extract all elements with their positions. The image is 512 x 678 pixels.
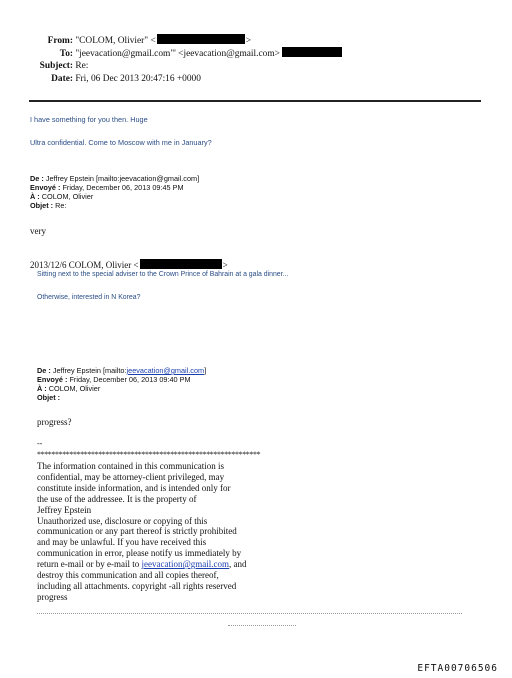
from-value: "COLOM, Olivier" < bbox=[75, 36, 156, 46]
quote1-a-value: COLOM, Olivier bbox=[41, 192, 94, 201]
quote1-objet-value: Re: bbox=[55, 201, 67, 210]
dotted-separator bbox=[37, 613, 462, 614]
quote3-objet-label: Objet : bbox=[37, 393, 61, 402]
disclaimer-text: , and bbox=[228, 559, 247, 570]
to-value: "jeevacation@gmail.com"' <jeevacation@gmail.com> bbox=[75, 49, 280, 59]
reply-line-1: I have something for you then. Huge bbox=[30, 115, 148, 124]
document-id: EFTA00706506 bbox=[417, 663, 498, 674]
quote3-header bbox=[37, 366, 206, 402]
to-label: To: bbox=[59, 49, 73, 59]
quote1-de-value: Jeffrey Epstein [mailto:jeevacation@gmail.com] bbox=[45, 174, 200, 183]
subject-label: Subject: bbox=[39, 61, 73, 71]
quote1-envoye-value: Friday, December 06, 2013 09:45 PM bbox=[62, 183, 184, 192]
redaction-box bbox=[140, 259, 222, 269]
quote3-a-value: COLOM, Olivier bbox=[48, 384, 101, 393]
disclaimer-line: and may be unlawful. If you have received this bbox=[37, 537, 207, 548]
subject-value: Re: bbox=[75, 61, 89, 71]
disclaimer-line: destroy this communication and all copies thereof, bbox=[37, 570, 219, 581]
quote3-de-prefix: Jeffrey Epstein [mailto: bbox=[52, 366, 127, 375]
quote2-attribution bbox=[30, 259, 228, 270]
quote3-body: progress? bbox=[37, 417, 72, 427]
disclaimer-line: constitute inside information, and is intended only for bbox=[37, 482, 231, 493]
disclaimer-block bbox=[37, 461, 246, 603]
redaction-box bbox=[282, 47, 342, 57]
quote2-attribution-text: 2013/12/6 COLOM, Olivier < bbox=[30, 260, 139, 270]
from-close: > bbox=[245, 36, 252, 46]
quote1-header bbox=[30, 174, 199, 210]
from-row bbox=[30, 34, 251, 47]
date-row bbox=[30, 73, 201, 85]
quote2-attribution-close: > bbox=[222, 260, 228, 270]
quote3-de-email-link[interactable]: jeevacation@gmail.com bbox=[126, 366, 205, 375]
quote3-a-label: À : bbox=[37, 384, 47, 393]
disclaimer-line: including all attachments. copyright -all rights reserved bbox=[37, 580, 237, 591]
disclaimer-line: Jeffrey Epstein bbox=[37, 504, 92, 515]
quote1-body: very bbox=[30, 226, 46, 236]
dotted-separator-short bbox=[228, 625, 296, 626]
disclaimer-email-link[interactable]: jeevacation@gmail.com bbox=[141, 559, 229, 570]
disclaimer-line: communication or any part thereof is strictly prohibited bbox=[37, 526, 237, 537]
quote3-de-suffix: ] bbox=[204, 366, 207, 375]
header-divider bbox=[29, 100, 481, 102]
quote2-line-2: Otherwise, interested in N Korea? bbox=[37, 294, 141, 301]
redaction-box bbox=[157, 34, 245, 44]
disclaimer-line bbox=[37, 559, 246, 570]
quote3-de-label: De : bbox=[37, 366, 51, 375]
disclaimer-line: Unauthorized use, disclosure or copying of this bbox=[37, 515, 208, 526]
signature-stars: ************************************************************** bbox=[37, 450, 261, 459]
date-label: Date: bbox=[51, 74, 73, 84]
quote1-envoye-label: Envoyé : bbox=[30, 183, 61, 192]
quote1-a-label: À : bbox=[30, 192, 40, 201]
disclaimer-line: the use of the addressee. It is the property of bbox=[37, 493, 197, 504]
quote2-line-1: Sitting next to the special adviser to the Crown Prince of Bahrain at a gala dinner... bbox=[37, 271, 289, 278]
signature-dash: -- bbox=[37, 439, 43, 448]
subject-row bbox=[30, 60, 88, 72]
date-value: Fri, 06 Dec 2013 20:47:16 +0000 bbox=[75, 74, 201, 84]
disclaimer-line: The information contained in this communication is bbox=[37, 461, 224, 471]
to-row bbox=[30, 47, 343, 60]
disclaimer-line: communication in error, please notify us immediately by bbox=[37, 548, 242, 559]
disclaimer-line: progress bbox=[37, 591, 68, 602]
quote3-envoye-label: Envoyé : bbox=[37, 375, 68, 384]
disclaimer-text: return e-mail or by e-mail to bbox=[37, 559, 142, 570]
quote1-objet-label: Objet : bbox=[30, 201, 54, 210]
quote3-envoye-value: Friday, December 06, 2013 09:40 PM bbox=[69, 375, 191, 384]
from-label: From: bbox=[47, 36, 73, 46]
disclaimer-line: confidential, may be attorney-client privileged, may bbox=[37, 471, 225, 482]
reply-line-2: Ultra confidential. Come to Moscow with me in January? bbox=[30, 138, 212, 147]
quote1-de-label: De : bbox=[30, 174, 44, 183]
